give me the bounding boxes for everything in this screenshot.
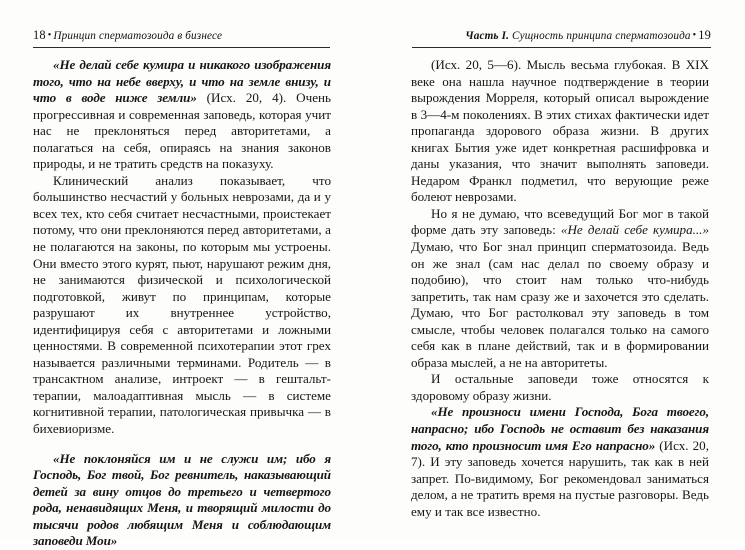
- running-head-left: [33, 28, 222, 48]
- paragraph-body: И остальные заповеди тоже относятся к здоровому образу жизни.: [411, 371, 709, 403]
- page-number-right: 19: [698, 28, 711, 42]
- page-right: [372, 0, 745, 540]
- paragraph-scripture-block: [33, 451, 331, 550]
- text-column-left: [33, 57, 331, 550]
- paragraph-scripture-block: [411, 404, 709, 520]
- page-number-left: 18: [33, 28, 46, 42]
- paragraph-body-after: Думаю, что Бог знал принцип сперматозоида. Ведь он же знал (сам нас делал по своему образу и подобию), что стоит нам только что-нибудь запретить, так нам сразу же и захочется это сделать. Думаю, что Бог растолковал эту заповедь в том смысле, чтобы человек полагался только на самого себя как в плане действий, так и в формировании образа мыслей, а не на авторитеты.: [411, 239, 709, 370]
- page-left: [0, 0, 372, 549]
- section-title-right: Сущность принципа сперматозоида: [512, 30, 691, 42]
- book-title-left: Принцип сперматозоида в бизнесе: [53, 30, 223, 42]
- paragraph: [411, 371, 709, 404]
- running-head-separator-left: •: [47, 30, 52, 41]
- paragraph: [411, 57, 709, 206]
- paragraph: [411, 206, 709, 371]
- running-head-rule-right: [412, 47, 711, 48]
- scripture-quote: «Не делай себе кумира и никакого изображения того, что на небе вверху, и что на земле внизу, и что в воде ниже земли»: [33, 57, 331, 106]
- text-column-right: [411, 57, 709, 520]
- running-head-right: [465, 28, 711, 48]
- inline-scripture-quote: «Не делай себе кумира...»: [560, 222, 709, 238]
- part-label-right: Часть I.: [465, 30, 510, 42]
- running-head-separator-right: •: [692, 30, 697, 41]
- scripture-quote: «Не поклоняйся им и не служи им; ибо я Господь, Бог твой, Бог ревнитель, наказывающий детей за вину отцов до третьего и четвертого рода, ненавидящих Меня, и творящий милости до тысячи родов любящим Меня и соблюдающим заповеди Мои»: [33, 450, 331, 549]
- paragraph: [33, 173, 331, 438]
- paragraph-body: (Исх. 20, 7). И эту заповедь хочется нарушить, так как в ней запрет. По-видимому, Бог рекомендовал заниматься делом, а не тратить время на пустые разговоры. Ведь ему и так все известно.: [411, 437, 709, 519]
- paragraph-body-before: Но я не думаю, что всеведущий Бог мог в такой форме дать эту заповедь:: [411, 205, 709, 238]
- running-head-rule-left: [33, 47, 330, 48]
- paragraph: [33, 57, 331, 173]
- scripture-quote: «Не произноси имени Господа, Бога твоего, напрасно; ибо Господь не оставит без наказания того, кто произносит имя Его напрасно»: [411, 404, 709, 453]
- paragraph-body: Клинический анализ показывает, что большинство несчастий у больных неврозами, да и у всех тех, кто себя считает несчастными, проистекает потому, что они преклоняются перед авторитетами, а не полагаются на законы, по которым мы устроены. Они вместо этого курят, пьют, нарушают режим дня, не занимаются физической и психологической подготовкой, живут по принципам, которые разрушают их внутреннее устройство, идентифицируя себя с авторитетами и ложными ценностями. В современной психотерапии этот грех называется различными терминами. Родитель — в трансактном анализе, интроект — в гештальт-терапии, малоадаптивная мысль — в системе когнитивной терапии, патологическая привычка — в бихевиоризме.: [33, 172, 331, 437]
- paragraph-body: (Исх. 20, 5—6). Мысль весьма глубокая. В XIX веке она нашла научное подтверждение в теории вырождения Морреля, который описал вырождение в 3—4-м поколениях. В этих стихах фактически идет пропаганда здорового образа жизни. В других книгах Бытия уже идет конкретная расшифровка и даны указания, что значит выполнять заповеди. Недаром Франкл подметил, что верующие реже болеют неврозами.: [411, 57, 709, 205]
- paragraph-body: (Исх. 20, 4). Очень прогрессивная и современная заповедь, которая учит нас не преклоняться перед авторитетами, а полагаться на себя, опираясь на знания законов природы, и не тратить средств на показуху.: [33, 90, 331, 172]
